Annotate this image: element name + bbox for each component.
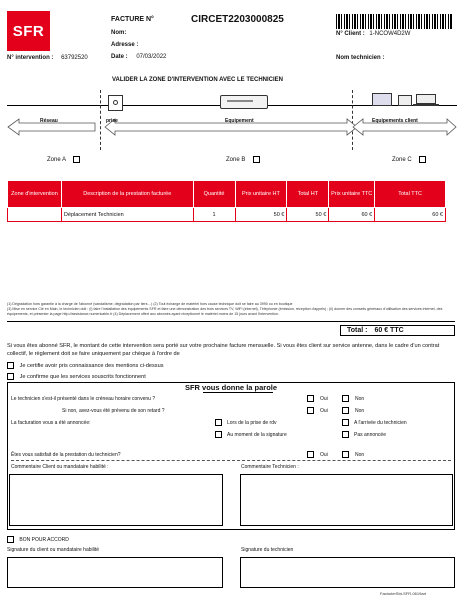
cell-prix-ttc: 60 €: [329, 208, 375, 222]
total-value: 60 € TTC: [374, 327, 404, 334]
table-row: [8, 208, 446, 222]
equipement-label: Equipement: [225, 118, 254, 124]
q2-label: Si non, avez-vous été prévenu de son retard ?: [62, 408, 165, 414]
facture-label: FACTURE N°: [111, 16, 154, 23]
survey-title-underline: [203, 392, 273, 393]
opt-signature-label: Au moment de la signature: [227, 431, 287, 438]
zone-b[interactable]: [226, 156, 260, 163]
notes: [7, 302, 455, 317]
cell-total-ht: 50 €: [287, 208, 329, 222]
opt-arrivee-label: A l'arrivée du technicien: [354, 419, 407, 426]
laptop-icon: [416, 94, 436, 104]
note-line-1: (1) Dégradation hors garantie à la charge de l'abonné (vandalisme, dégradation par tiers…) (2) Tout échange de matériel hors cause technique doit se faire au 3990 ou en boutique: [7, 302, 293, 306]
th-prix-ht: Prix unitaire HT: [235, 181, 287, 208]
zone-c-checkbox[interactable]: [419, 156, 426, 163]
intervention-value: 63792520: [61, 55, 88, 61]
comment-tech-label: Commentaire Technicien :: [241, 464, 299, 470]
q2-non[interactable]: [342, 407, 364, 414]
comment-client-field[interactable]: [9, 474, 223, 526]
total-box: [340, 325, 455, 336]
barcode: [336, 14, 452, 29]
th-zone: Zone d'intervention: [8, 181, 62, 208]
bon-accord[interactable]: [7, 536, 69, 543]
bon-accord-label: BON POUR ACCORD: [19, 536, 69, 543]
opt-pas-label: Pas annoncée: [354, 431, 386, 438]
zone-a-label: Zone A: [47, 157, 66, 164]
check-mentions-checkbox[interactable]: [7, 362, 14, 369]
box-equipment-icon: [220, 95, 268, 109]
nom-label: Nom:: [111, 30, 127, 36]
adresse-label: Adresse :: [111, 42, 139, 48]
q4-non-label: Non: [355, 451, 365, 458]
laptop-base-icon: [413, 104, 439, 106]
facture-number: CIRCET2203000825: [191, 14, 284, 25]
prestation-table: [7, 180, 446, 222]
prise-label: prise: [106, 118, 118, 124]
date-value: 07/03/2022: [136, 54, 167, 60]
intervention-label: N° intervention :: [7, 55, 54, 61]
signature-tech-label: Signature du technicien: [241, 547, 294, 553]
th-total-ttc: Total TTC: [375, 181, 446, 208]
th-quantite: Quantité: [193, 181, 235, 208]
q4-label: Êtes vous satisfait de la prestation du technicien?: [11, 452, 121, 458]
date-label: Date :: [111, 54, 128, 60]
check-services[interactable]: [7, 373, 146, 380]
zone-a-checkbox[interactable]: [73, 156, 80, 163]
th-description: Description de la prestation facturée: [61, 181, 193, 208]
intervention-row: [7, 55, 88, 61]
q1-non-label: Non: [355, 395, 365, 402]
note-line-2: (3) Mise en service Clé en Main, le technicien doit : (i) faire l'installation des équipements SFR et faire une démonstration des trois services TV, WiFi (internet), Téléphonie (émission, réception d'appels) ; (ii) donner des conseils généraux d'utilisation des services internet, des équipements, et présenter la page http://assistance.numericable.fr (4) Déplacement offert aux abonnés ayant réceptionné le matériel moins de 15 jours avant l'intervention.: [7, 306, 443, 316]
q2-oui-checkbox[interactable]: [307, 407, 314, 414]
opt-signature[interactable]: [215, 431, 287, 438]
equipements-client-label: Equipements client: [372, 118, 418, 124]
opt-arrivee-checkbox[interactable]: [342, 419, 349, 426]
footer-ref: FacturierSbt-SFR-0619art: [380, 591, 427, 596]
zones-title: VALIDER LA ZONE D'INTERVENTION AVEC LE TECHNICIEN: [112, 77, 283, 83]
opt-pas[interactable]: [342, 431, 386, 438]
check-services-checkbox[interactable]: [7, 373, 14, 380]
client-label: N° Client :: [336, 31, 365, 37]
q1-oui[interactable]: [307, 395, 328, 402]
check-mentions[interactable]: [7, 362, 164, 369]
q2-oui-label: Oui: [320, 407, 328, 414]
comment-client-label: Commentaire Client ou mandataire habilité :: [11, 464, 109, 470]
date-row: [111, 54, 166, 60]
opt-signature-checkbox[interactable]: [215, 431, 222, 438]
q4-non-checkbox[interactable]: [342, 451, 349, 458]
opt-pas-checkbox[interactable]: [342, 431, 349, 438]
q4-non[interactable]: [342, 451, 364, 458]
payment-text: Si vous êtes abonné SFR, le montant de cette intervention sera porté sur votre prochaine facture mensuelle. Si vous êtes client sur service antenne, dans le cadre d'un contrat collectif, le règlement doit se faire uniquement par chèque à l'ordre de: [7, 343, 440, 358]
q2-non-checkbox[interactable]: [342, 407, 349, 414]
survey-title: SFR vous donne la parole: [184, 383, 278, 392]
reseau-label: Réseau: [40, 118, 58, 124]
q1-oui-label: Oui: [320, 395, 328, 402]
zone-c[interactable]: [392, 156, 426, 163]
th-prix-ttc: Prix unitaire TTC: [329, 181, 375, 208]
opt-arrivee[interactable]: [342, 419, 407, 426]
check-mentions-label: Je certifie avoir pris connaissance des mentions ci-dessus: [19, 362, 164, 369]
signature-tech-field[interactable]: [240, 557, 455, 588]
total-label: Total :: [347, 327, 368, 334]
prise-icon: [108, 95, 123, 111]
q4-oui-checkbox[interactable]: [307, 451, 314, 458]
q4-oui[interactable]: [307, 451, 328, 458]
zone-c-label: Zone C: [392, 157, 412, 164]
zone-b-label: Zone B: [226, 157, 246, 164]
technicien-label: Nom technicien :: [336, 55, 385, 61]
tv-icon: [372, 93, 392, 106]
sfr-logo: SFR: [7, 11, 50, 51]
q1-non[interactable]: [342, 395, 364, 402]
client-row: [336, 31, 410, 37]
notes-divider: [7, 321, 455, 322]
zone-b-checkbox[interactable]: [253, 156, 260, 163]
bon-accord-checkbox[interactable]: [7, 536, 14, 543]
cell-zone: [8, 208, 62, 222]
cell-quantite: 1: [193, 208, 235, 222]
survey-separator: [11, 460, 451, 461]
zone-a[interactable]: [47, 156, 80, 163]
q3-label: La facturation vous a été annoncée:: [11, 420, 91, 426]
cell-prix-ht: 50 €: [235, 208, 287, 222]
opt-rdv-checkbox[interactable]: [215, 419, 222, 426]
q1-oui-checkbox[interactable]: [307, 395, 314, 402]
opt-rdv-label: Lors de la prise de rdv: [227, 419, 277, 426]
desktop-icon: [398, 95, 412, 106]
client-value: 1-NCOW4D2W: [369, 31, 411, 37]
signature-client-label: Signature du client ou mandataire habilité: [7, 547, 100, 553]
q2-non-label: Non: [355, 407, 365, 414]
q1-non-checkbox[interactable]: [342, 395, 349, 402]
q2-oui[interactable]: [307, 407, 328, 414]
q1-label: Le technicien s'est-il présenté dans le créneau horaire convenu ?: [11, 396, 156, 402]
q4-oui-label: Oui: [320, 451, 328, 458]
check-services-label: Je confirme que les services souscrits fonctionnent: [19, 373, 146, 380]
signature-client-field[interactable]: [7, 557, 223, 588]
cell-total-ttc: 60 €: [375, 208, 446, 222]
cell-description: Déplacement Technicien: [61, 208, 193, 222]
comment-tech-field[interactable]: [240, 474, 453, 526]
th-total-ht: Total HT: [287, 181, 329, 208]
opt-rdv[interactable]: [215, 419, 276, 426]
table-header-row: [8, 181, 446, 208]
